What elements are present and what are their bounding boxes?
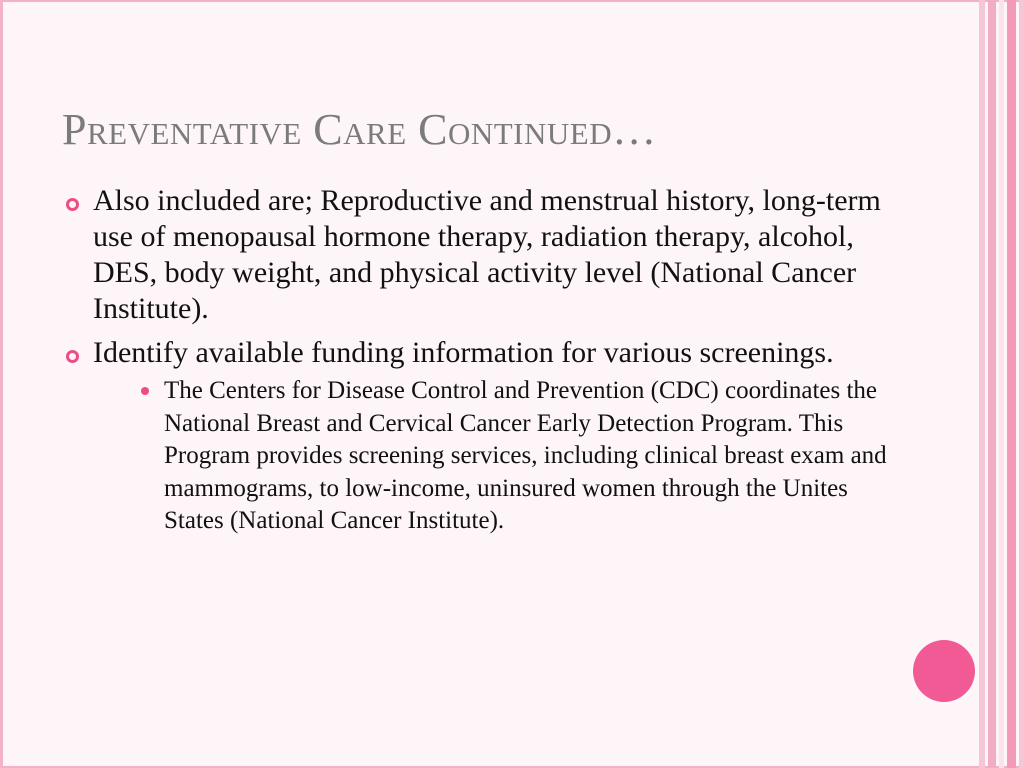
bullet-text: Identify available funding information for various screenings. — [93, 336, 834, 369]
slide-border-left — [0, 0, 3, 768]
decorative-stripes — [979, 0, 1024, 768]
bullet-item — [62, 335, 902, 538]
sub-bullet-text: The Centers for Disease Control and Prevention (CDC) coordinates the National Breast and Cervical Cancer Early Detection Program. This Program provides screening services, including clinical breast exam and mammograms, to low-income, uninsured women through the Unites States (National Cancer Institute). — [164, 377, 887, 534]
dot-bullet-icon — [141, 387, 149, 395]
stripe — [1019, 0, 1024, 768]
stripe — [979, 0, 985, 768]
ring-bullet-icon — [66, 350, 79, 363]
stripe — [999, 0, 1004, 768]
bullet-text: Also included are; Reproductive and menstrual history, long-term use of menopausal hormone therapy, radiation therapy, alcohol, DES, body weight, and physical activity level (National Cancer Institute). — [93, 184, 881, 325]
ring-bullet-icon — [66, 198, 79, 211]
slide-border-top — [0, 0, 1024, 2]
slide-content — [62, 183, 902, 546]
bullet-item — [62, 183, 902, 327]
slide-title: Preventative Care Continued… — [62, 105, 657, 154]
stripe — [1007, 0, 1016, 768]
stripe — [988, 0, 996, 768]
sub-bullet-item — [133, 375, 902, 538]
accent-circle-icon — [913, 640, 975, 702]
